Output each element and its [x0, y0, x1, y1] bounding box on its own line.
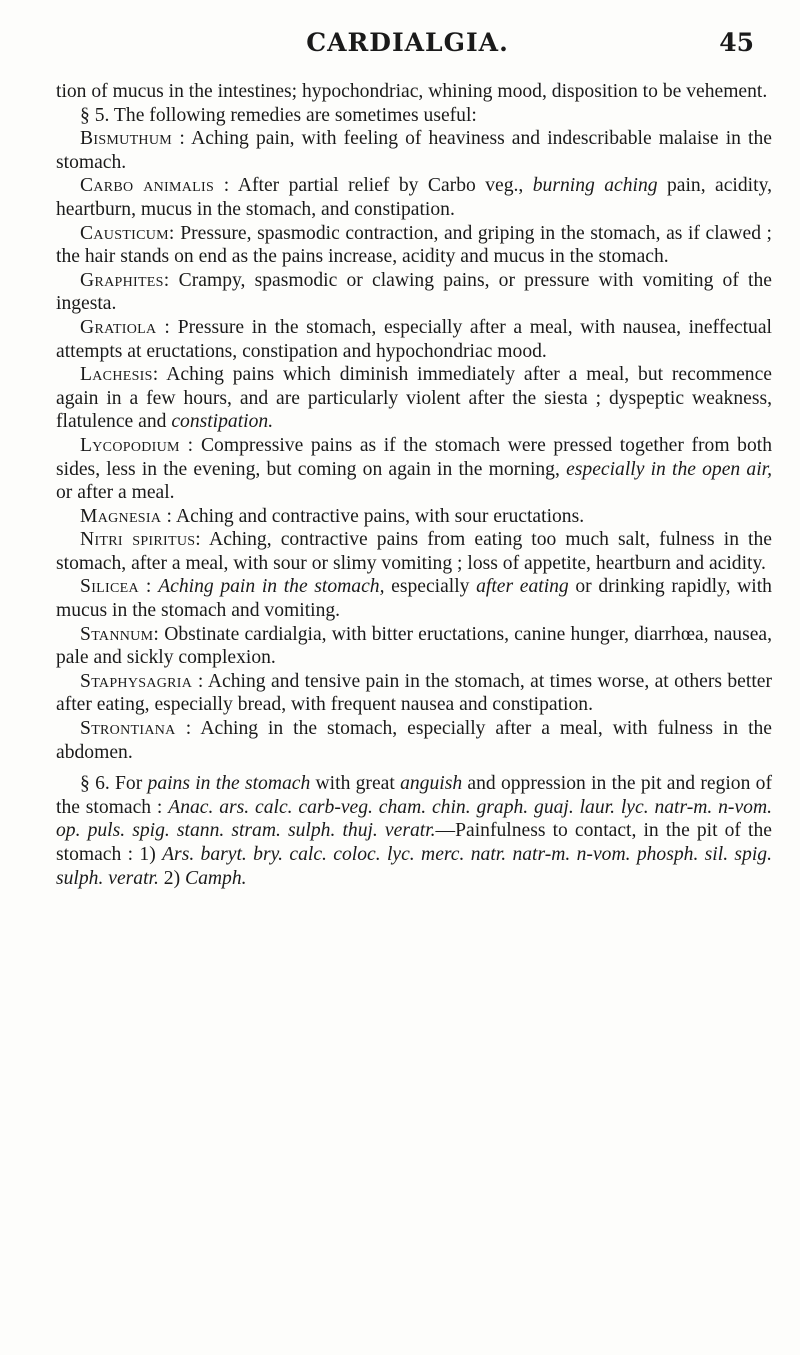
- body-text: [56, 80, 772, 890]
- remedy-list: Ars. baryt. bry. calc. coloc. lyc. merc. natr. natr-m. n-vom. phosph. sil. spig. sulph. veratr.: [56, 844, 772, 889]
- section-emphasis: anguish: [400, 773, 463, 795]
- remedy-text: Compressive pains as if the stomach were pressed together from both sides, less in the evening, but coming on again in the morning,: [56, 434, 772, 480]
- remedy-emphasis: after eating: [476, 576, 569, 598]
- page-number: 45: [719, 28, 754, 57]
- remedy-list: Camph.: [185, 867, 247, 889]
- intro-paragraph: tion of mucus in the intestines; hypochondriac, whining mood, disposition to be vehement.: [56, 81, 768, 102]
- remedy-text: Aching and contractive pains, with sour eructations.: [172, 505, 585, 527]
- remedy-lycopodium: [56, 434, 772, 505]
- remedy-name: Silicea :: [80, 576, 152, 598]
- remedy-emphasis: especially in the open air,: [566, 458, 772, 480]
- remedy-stannum: [56, 623, 772, 670]
- remedy-magnesia: [56, 505, 772, 529]
- remedy-name: Nitri spiritus:: [80, 529, 202, 551]
- remedy-text: Aching and tensive pain in the stomach, at times worse, at others better after eating, especially bread, with frequent nausea and constipation.: [56, 670, 772, 716]
- section-text: 2): [158, 867, 185, 889]
- remedy-gratiola: [56, 316, 772, 363]
- remedy-name: Lycopodium :: [80, 434, 194, 456]
- remedy-name: Gratiola :: [80, 316, 171, 338]
- remedy-bismuthum: [56, 127, 772, 174]
- section-text: —Painfulness to contact, in the pit of the stomach : 1): [56, 820, 772, 865]
- page-header: [55, 28, 760, 68]
- remedy-name: Carbo animalis :: [80, 175, 230, 197]
- remedy-name: Causticum:: [80, 222, 175, 244]
- remedy-lachesis: [56, 363, 772, 434]
- remedy-list: Anac. ars. calc. carb-veg. cham. chin. graph. guaj. laur. lyc. natr-m. n-vom. op. puls. spig. stann. stram. sulph. thuj. veratr.: [56, 796, 773, 842]
- remedy-emphasis: constipation.: [171, 411, 274, 433]
- remedy-text: After partial relief by Carbo veg.,: [229, 175, 533, 197]
- remedy-nitri-spiritus: [56, 528, 772, 575]
- section-6-paragraph: [56, 772, 772, 890]
- remedy-name: Lachesis:: [80, 364, 159, 386]
- remedy-text: Obstinate cardialgia, with bitter eructations, canine hunger, diarrhœa, nausea, pale and sickly complexion.: [56, 623, 772, 669]
- running-title: CARDIALGIA.: [306, 28, 509, 57]
- remedy-name: Stannum:: [80, 623, 160, 645]
- remedy-text: Aching, contractive pains from eating too much salt, fulness in the stomach, after a meal, with sour or slimy vomiting ; loss of appetite, heartburn and acidity.: [56, 529, 772, 574]
- remedy-text: Crampy, spasmodic or clawing pains, or pressure with vomiting of the ingesta.: [56, 269, 772, 315]
- remedy-name: Staphysagria :: [80, 670, 204, 692]
- remedy-staphysagria: [56, 670, 772, 717]
- remedy-strontiana: [56, 717, 772, 764]
- remedy-carbo-animalis: [56, 174, 772, 221]
- remedy-causticum: [56, 222, 772, 269]
- remedy-text: pain, acidity, heartburn, mucus in the stomach, and constipation.: [56, 175, 772, 220]
- remedy-text: especially: [384, 576, 477, 598]
- remedy-text: Pressure, spasmodic contraction, and griping in the stomach, as if clawed ; the hair stands on end as the pains increase, acidity and mucus in the stomach.: [56, 222, 772, 268]
- remedy-emphasis: burning aching: [532, 175, 658, 197]
- remedy-silicea: [56, 575, 772, 622]
- remedy-name: Graphites:: [80, 269, 170, 291]
- remedy-name: Strontiana :: [80, 718, 192, 740]
- remedy-text: or drinking rapidly, with mucus in the stomach and vomiting.: [56, 576, 772, 622]
- remedy-text: Aching pain, with feeling of heaviness and indescribable malaise in the stomach.: [56, 128, 772, 173]
- remedy-name: Magnesia :: [80, 505, 173, 527]
- remedy-text: or after a meal.: [56, 482, 175, 504]
- remedy-text: Aching pains which diminish immediately after a meal, but recommence again in a few hours, and are particularly violent after the siesta ; dyspeptic weakness, flatulence and: [56, 364, 772, 433]
- section-5-lead: § 5. The following remedies are sometimes useful:: [80, 104, 477, 126]
- section-text: § 6. For: [80, 773, 148, 795]
- remedy-graphites: [56, 269, 772, 316]
- section-emphasis: pains in the stomach: [147, 773, 311, 795]
- remedy-emphasis: Aching pain in the stomach,: [158, 576, 385, 598]
- remedy-name: Bismuthum :: [80, 128, 186, 150]
- section-text: and oppression in the pit and region of the stomach :: [56, 773, 772, 818]
- remedy-text: Aching in the stomach, especially after a meal, with fulness in the abdomen.: [56, 718, 773, 763]
- section-text: with great: [310, 773, 401, 795]
- remedy-text: Pressure in the stomach, especially after a meal, with nausea, ineffectual attempts at eructations, constipation and hypochondriac mood.: [56, 316, 772, 362]
